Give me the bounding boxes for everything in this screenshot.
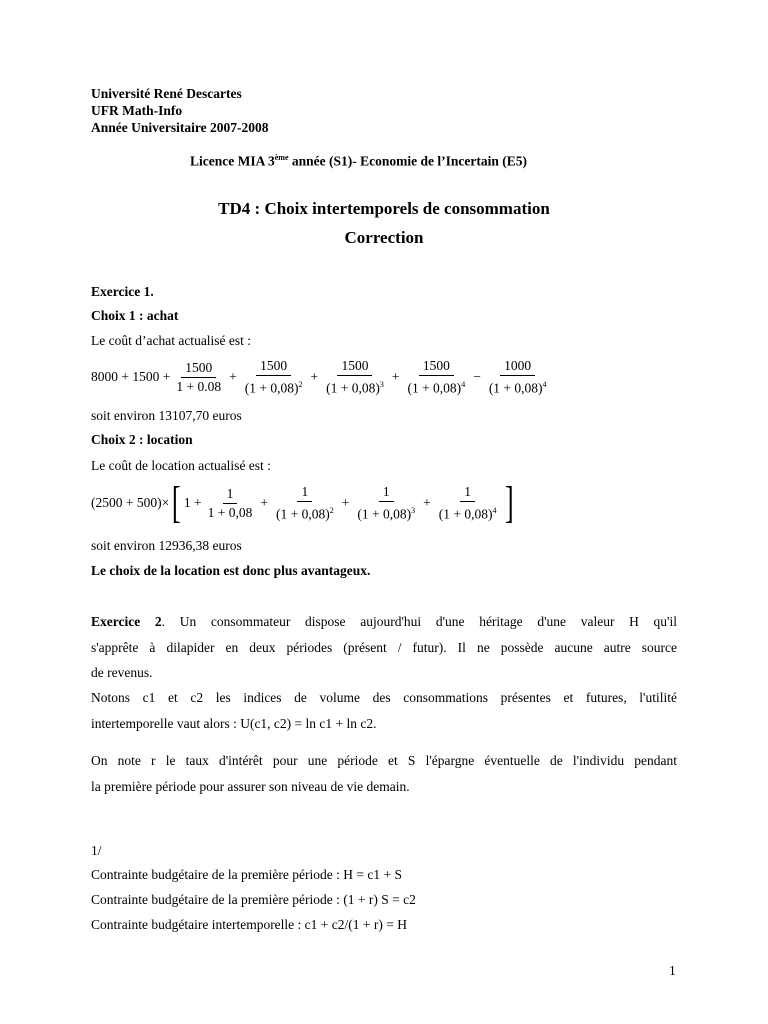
page-subtitle: Correction [344, 228, 424, 247]
course-prefix: Licence MIA 3 [190, 153, 275, 169]
exercise-2-heading: Exercice 2 [91, 614, 162, 629]
choice-2-intro: Le coût de location actualisé est : [91, 458, 271, 473]
exercise-2-line-4: Notons c1 et c2 les indices de volume des consommations présentes et futures, l'utilité [91, 690, 677, 705]
exercise-1-heading: Exercice 1. [91, 284, 154, 299]
academic-year: Année Universitaire 2007-2008 [91, 120, 269, 135]
choice-2-result: soit environ 12936,38 euros [91, 538, 242, 553]
course-suffix: année (S1)- Economie de l’Incertain (E5) [288, 153, 527, 169]
fraction-3: $\frac{1500}{(1 + 0,08)^3}$ [326, 358, 384, 396]
exercise-2-line-2: s'apprête à dilapider en deux périodes (présent / futur). Il ne possède aucune autre source [91, 640, 677, 655]
exercise-2-line-6: On note r le taux d'intérêt pour une période et S l'épargne éventuelle de l'individu pendant [91, 753, 677, 768]
budget-constraint-1: Contrainte budgétaire de la première période : H = c1 + S [91, 867, 402, 882]
budget-constraint-2: Contrainte budgétaire de la première période : (1 + r) S = c2 [91, 892, 416, 907]
fraction-1: $\frac{1}{1 + 0,08}$ [207, 485, 253, 520]
course-sup: ème [274, 153, 289, 162]
choice-1-heading: Choix 1 : achat [91, 308, 179, 323]
choice-1-intro: Le coût d’achat actualisé est : [91, 333, 252, 348]
page-title: TD4 : Choix intertemporels de consommation [218, 199, 550, 218]
exercise-2-line-7: la première période pour assurer son niveau de vie demain. [91, 779, 410, 794]
formula-lead: 8000 + 1500 + [91, 369, 171, 385]
fraction-4: $\frac{1500}{(1 + 0,08)^4}$ [407, 358, 466, 396]
formula-lead: (2500 + 500)× [91, 495, 170, 510]
exercise-2-line-3: de revenus. [91, 665, 153, 680]
ufr-name: UFR Math-Info [91, 103, 183, 118]
fraction-5: $\frac{1000}{(1 + 0,08)^4}$ [488, 358, 547, 396]
exercise-2-line-5: intertemporelle vaut alors : U(c1, c2) = ln c1 + ln c2. [91, 716, 377, 731]
fraction-1: $\frac{1500}{1 + 0.08}$ [176, 359, 222, 394]
fraction-2: $\frac{1500}{(1 + 0,08)^2}$ [244, 358, 303, 396]
fraction-4: $\frac{1}{(1 + 0,08)^4}$ [438, 483, 497, 522]
exercise-1-conclusion: Le choix de la location est donc plus avantageux. [91, 563, 371, 578]
course-title [190, 153, 527, 170]
budget-constraint-intertemporal: Contrainte budgétaire intertemporelle : c1 + c2/(1 + r) = H [91, 917, 407, 932]
fraction-2: $\frac{1}{(1 + 0,08)^2}$ [276, 483, 334, 522]
question-1-label: 1/ [91, 843, 102, 858]
exercise-2-line-1: Exercice 2. Un consommateur dispose aujourd'hui d'une héritage d'une valeur H qu'il [91, 614, 677, 629]
university-name: Université René Descartes [91, 86, 242, 101]
rental-cost-formula: (2500 + 500)× [ 1 + $\frac{1}{1 + 0,08}$ + $\frac{1}{(1 + 0,08)^2}$ + $\frac{1}{(1 + 0,08)^3}$ + $\frac{1}{(1 + 0,08)^4}$ ] [91, 478, 515, 527]
choice-2-heading: Choix 2 : location [91, 432, 193, 447]
purchase-cost-formula: 8000 + 1500 + $\frac{1500}{1 + 0.08}$ + $\frac{1500}{(1 + 0,08)^2}$ + $\frac{1500}{(1 + 0,08)^3}$ + $\frac{1500}{(1 + 0,08)^4}$ − $\frac{1000}{(1 + 0,08)^4}$ [91, 358, 553, 397]
choice-1-result: soit environ 13107,70 euros [91, 408, 242, 423]
page-number: 1 [669, 963, 676, 978]
fraction-3: $\frac{1}{(1 + 0,08)^3}$ [357, 483, 416, 522]
